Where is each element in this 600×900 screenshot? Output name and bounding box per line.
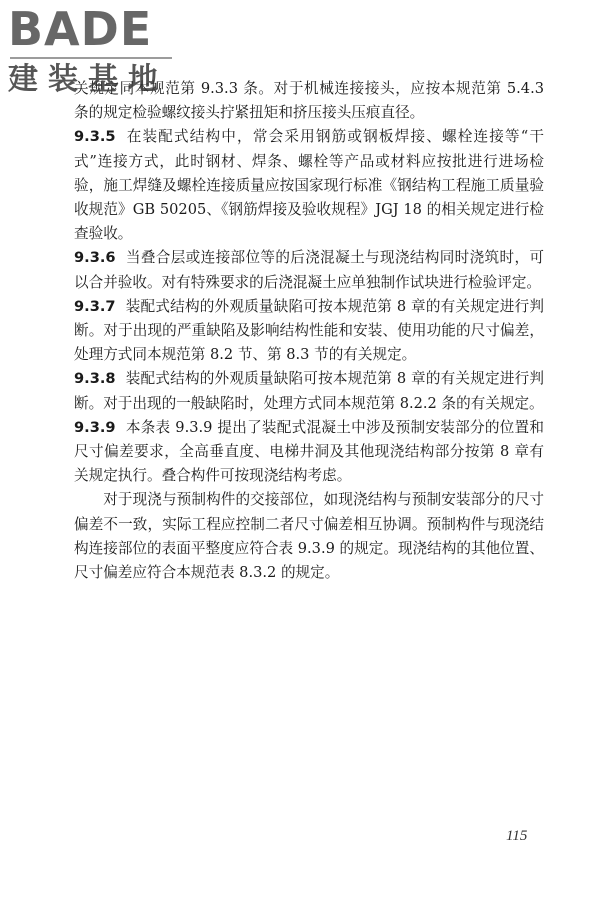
clause-number: 9.3.8 (74, 370, 116, 388)
paragraph-continued: 关规定同本规范第 9.3.3 条。对于机械连接接头，应按本规范第 5.4.3 条的规定检验螺纹接头拧紧扭矩和挤压接头压痕直径。 (74, 80, 544, 122)
clause-number: 9.3.5 (74, 128, 116, 146)
page-number: 115 (506, 828, 528, 844)
clause-text: 装配式结构的外观质量缺陷可按本规范第 8 章的有关规定进行判断。对于出现的严重缺陷及影响结构性能和安装、使用功能的尺寸偏差，处理方式同本规范第 8.2 节、第 8.3 节的有关规定。 (74, 297, 544, 364)
clause-9-3-9 (74, 416, 544, 489)
watermark-brand: BADE (8, 2, 153, 56)
clause-9-3-8 (74, 367, 544, 415)
paragraph-closing: 对于现浇与预制构件的交接部位，如现浇结构与预制安装部分的尺寸偏差不一致，实际工程应控制二者尺寸偏差相互协调。预制构件与现浇结构连接部位的表面平整度应符合表 9.3.9 的规定。现浇结构的其他位置、尺寸偏差应符合本规范表 8.3.2 的规定。 (74, 491, 544, 582)
watermark-subtitle: 建装基地 (8, 62, 168, 97)
clause-text: 在装配式结构中，常会采用钢筋或钢板焊接、螺栓连接等“干式”连接方式，此时钢材、焊条、螺栓等产品或材料应按批进行进场检验，施工焊缝及螺栓连接质量应按国家现行标准《钢结构工程施工质量验收规范》GB 50205、《钢筋焊接及验收规程》JGJ 18 的相关规定进行检查验收。 (74, 128, 544, 243)
clause-9-3-6 (74, 246, 544, 294)
clause-number: 9.3.9 (74, 418, 116, 436)
page-body (74, 77, 544, 585)
clause-number: 9.3.6 (74, 249, 116, 267)
clause-9-3-5 (74, 125, 544, 246)
clause-text: 当叠合层或连接部位等的后浇混凝土与现浇结构同时浇筑时，可以合并验收。对有特殊要求的后浇混凝土应单独制作试块进行检验评定。 (74, 249, 544, 291)
clause-text: 装配式结构的外观质量缺陷可按本规范第 8 章的有关规定进行判断。对于出现的一般缺陷时，处理方式同本规范第 8.2.2 条的有关规定。 (74, 370, 544, 412)
clause-text: 本条表 9.3.9 提出了装配式混凝土中涉及预制安装部分的位置和尺寸偏差要求，全高垂直度、电梯井洞及其他现浇结构部分按第 8 章有关规定执行。叠合构件可按现浇结构考虑。 (74, 418, 544, 485)
watermark-divider (10, 57, 172, 59)
clause-9-3-7 (74, 295, 544, 368)
clause-number: 9.3.7 (74, 297, 116, 315)
